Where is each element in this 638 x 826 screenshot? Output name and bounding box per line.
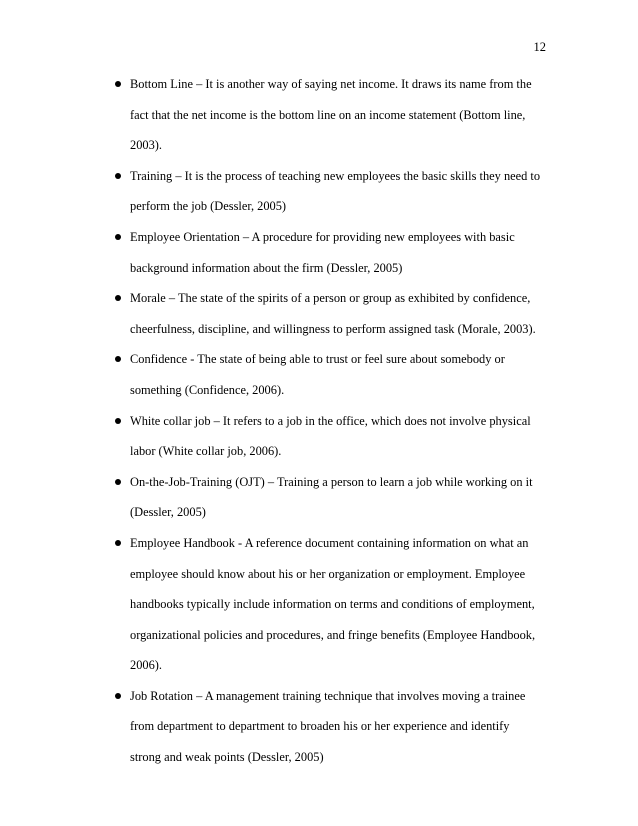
bullet-icon [115,418,121,424]
list-item [0,406,638,467]
definition-text: White collar job – It refers to a job in the office, which does not involve physical labor (White collar job, 2006). [130,413,531,459]
bullet-icon [115,81,121,87]
page-number: 12 [533,40,546,54]
bullet-icon [115,234,121,240]
bullet-icon [115,540,121,546]
list-item [0,528,638,681]
definition-text: On-the-Job-Training (OJT) – Training a person to learn a job while working on it (Dessler, 2005) [130,474,533,520]
definition-text: Morale – The state of the spirits of a person or group as exhibited by confidence, cheerfulness, discipline, and willingness to perform assigned task (Morale, 2003). [130,291,536,336]
bullet-icon [115,173,121,179]
list-item [0,467,638,528]
bullet-icon [115,295,121,301]
list-item [0,69,638,161]
list-item [0,681,638,773]
definition-text: Training – It is the process of teaching new employees the basic skills they need to perform the job (Dessler, 2005) [130,168,541,214]
bullet-icon [115,479,121,485]
bullet-icon [115,693,121,699]
list-item [0,222,638,283]
definition-text: Bottom Line – It is another way of saying net income. It draws its name from the fact that the net income is the bottom line on an income statement (Bottom line, 2003). [130,77,532,153]
definition-text: Employee Handbook - A reference document containing information on what an employee should know about his or her organization or employment. Employee handbooks typically include information on terms and conditions of employment, organizational policies and procedures, and fringe benefits (Employee Handbook, 2006). [130,535,536,673]
list-item [0,161,638,222]
definition-text: Job Rotation – A management training technique that involves moving a trainee from department to department to broaden his or her experience and identify strong and weak points (Dessler, 2005) [130,688,526,765]
definition-text: Employee Orientation – A procedure for providing new employees with basic background information about the firm (Dessler, 2005) [130,229,515,275]
bullet-icon [115,356,121,362]
definition-list [0,69,638,773]
list-item [0,344,638,405]
list-item [0,283,638,344]
definition-text: Confidence - The state of being able to trust or feel sure about somebody or something (Confidence, 2006). [130,352,505,397]
